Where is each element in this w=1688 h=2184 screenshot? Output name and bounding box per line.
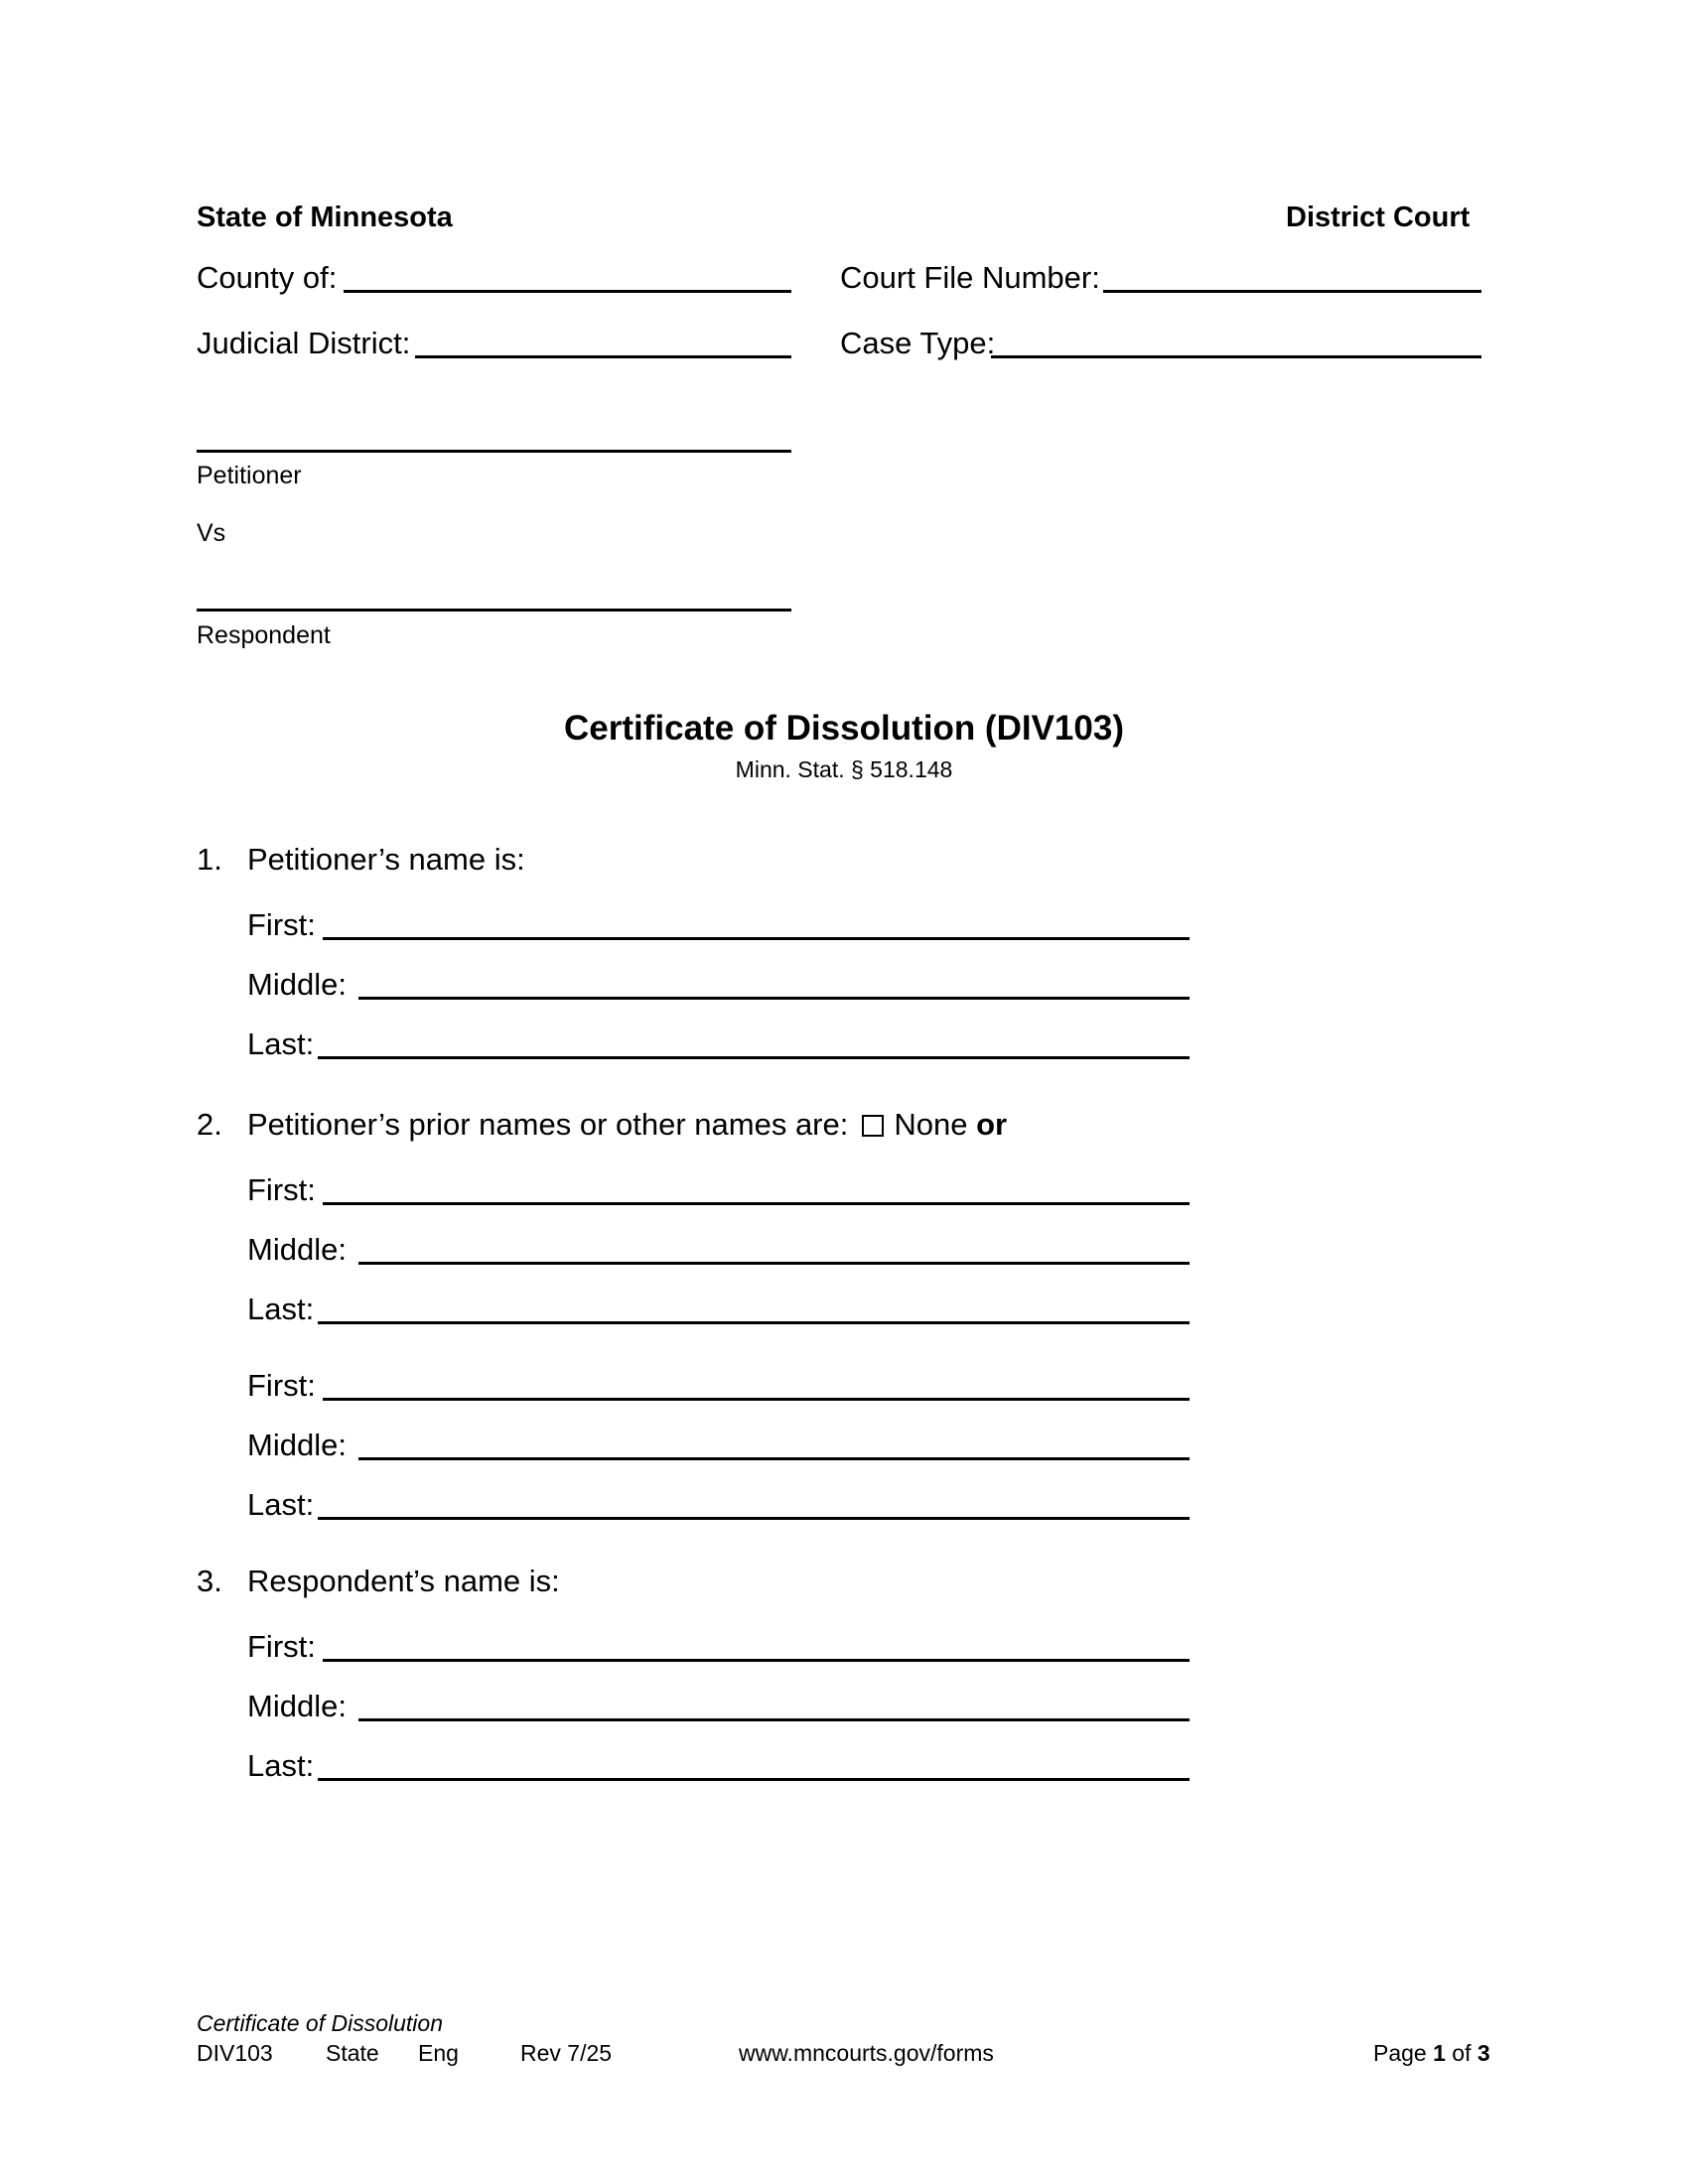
prior2-first-field[interactable]: [323, 1398, 1190, 1401]
petitioner-last-field[interactable]: [318, 1056, 1190, 1059]
statute-reference: Minn. Stat. § 518.148: [735, 756, 953, 782]
page-of: of: [1452, 2040, 1472, 2066]
court-file-number-field[interactable]: [1103, 290, 1481, 293]
petitioner-first-label: First:: [247, 907, 316, 942]
footer-form-name: Certificate of Dissolution: [197, 2010, 443, 2036]
case-type-label: Case Type:: [840, 326, 996, 360]
petitioner-label: Petitioner: [197, 462, 302, 489]
prior1-last-label: Last:: [247, 1292, 315, 1326]
none-checkbox[interactable]: [862, 1115, 884, 1137]
item3-text: Respondent’s name is:: [247, 1564, 560, 1598]
respondent-middle-label: Middle:: [247, 1689, 347, 1723]
item2-number: 2.: [197, 1107, 222, 1142]
prior2-last-label: Last:: [247, 1487, 315, 1522]
county-field[interactable]: [344, 290, 791, 293]
petitioner-last-label: Last:: [247, 1026, 315, 1061]
court-heading: District Court: [1286, 202, 1471, 233]
respondent-middle-field[interactable]: [358, 1718, 1190, 1721]
case-type-field[interactable]: [991, 355, 1481, 358]
petitioner-first-field[interactable]: [323, 937, 1190, 940]
footer-page-number: [1373, 2040, 1490, 2067]
petitioner-middle-label: Middle:: [247, 967, 347, 1002]
respondent-field[interactable]: [197, 609, 791, 612]
footer-revision: Rev 7/25: [520, 2040, 613, 2066]
form-title: Certificate of Dissolution (DIV103): [564, 709, 1124, 748]
county-label: County of:: [197, 260, 338, 295]
prior2-middle-label: Middle:: [247, 1428, 347, 1462]
prior1-middle-field[interactable]: [358, 1262, 1190, 1265]
prior1-first-label: First:: [247, 1172, 316, 1207]
footer-jurisdiction: State: [326, 2040, 379, 2066]
respondent-first-field[interactable]: [323, 1659, 1190, 1662]
footer-form-code: DIV103: [197, 2040, 273, 2066]
prior1-middle-label: Middle:: [247, 1232, 347, 1267]
respondent-label: Respondent: [197, 621, 331, 649]
petitioner-field[interactable]: [197, 450, 791, 453]
or-label: or: [976, 1107, 1008, 1142]
judicial-district-label: Judicial District:: [197, 326, 411, 360]
prior1-first-field[interactable]: [323, 1202, 1190, 1205]
none-label: None: [894, 1107, 968, 1142]
prior2-first-label: First:: [247, 1368, 316, 1403]
prior2-middle-field[interactable]: [358, 1457, 1190, 1460]
footer-language: Eng: [418, 2040, 459, 2066]
prior1-last-field[interactable]: [318, 1321, 1190, 1324]
court-file-number-label: Court File Number:: [840, 260, 1100, 295]
respondent-last-field[interactable]: [318, 1778, 1190, 1781]
item1-number: 1.: [197, 842, 222, 877]
state-heading: State of Minnesota: [197, 202, 453, 233]
judicial-district-field[interactable]: [415, 355, 791, 358]
item1-text: Petitioner’s name is:: [247, 842, 525, 877]
item3-number: 3.: [197, 1564, 222, 1598]
petitioner-middle-field[interactable]: [358, 997, 1190, 1000]
page-total: 3: [1477, 2040, 1490, 2066]
page-prefix: Page: [1373, 2040, 1427, 2066]
respondent-last-label: Last:: [247, 1748, 315, 1783]
item2-text-row: [247, 1107, 1007, 1143]
prior2-last-field[interactable]: [318, 1517, 1190, 1520]
item2-text: Petitioner’s prior names or other names are:: [247, 1107, 849, 1142]
vs-label: Vs: [197, 519, 226, 547]
respondent-first-label: First:: [247, 1629, 316, 1664]
footer-website[interactable]: www.mncourts.gov/forms: [739, 2040, 994, 2066]
page-current: 1: [1433, 2040, 1446, 2066]
